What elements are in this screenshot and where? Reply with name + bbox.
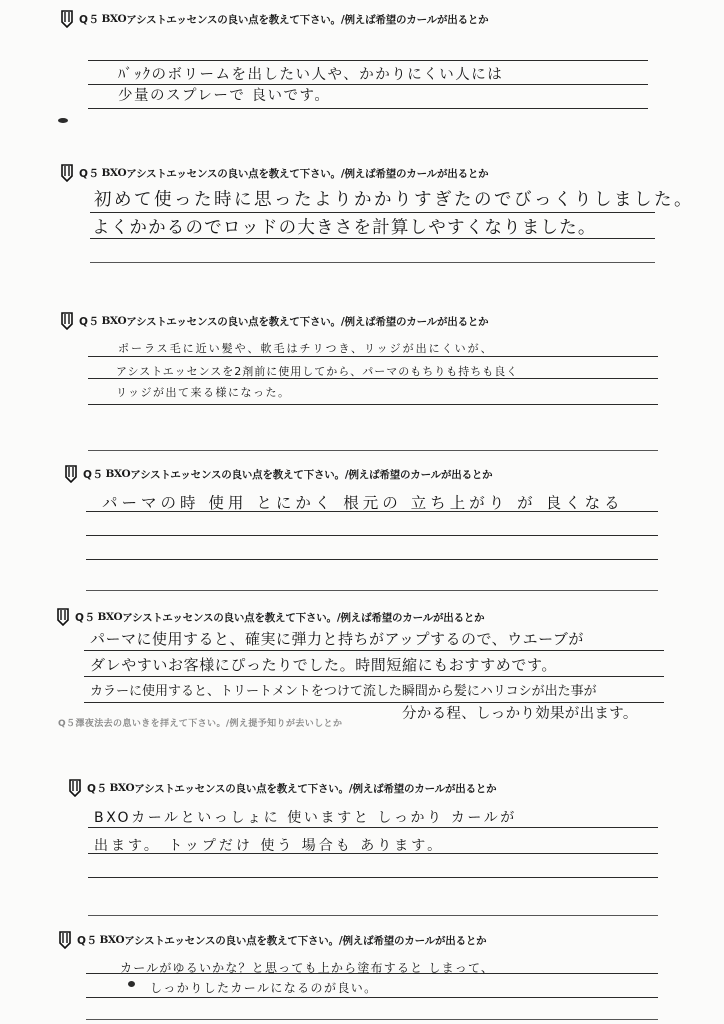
answer-line	[90, 262, 655, 263]
handwritten-answer-line: よくかかるのでロッドの大きさを計算しやすくなりました。	[92, 218, 597, 238]
handwritten-answer-line: アシストエッセンスを2剤前に使用してから、パーマのもちりも持ちも良く	[116, 365, 519, 378]
handwritten-answer-line: ダレやすいお客様にぴったりでした。時間短縮にもおすすめです。	[90, 656, 557, 674]
handwritten-answer-line: パーマに使用すると、確実に弾力と持ちがアップするので、ウエーブが	[90, 630, 584, 648]
answer-line	[86, 1019, 658, 1020]
answer-line	[86, 997, 658, 998]
question-prompt	[60, 164, 488, 182]
handwritten-answer-line: 少量のスプレーで 良いです。	[118, 88, 331, 104]
pen-icon	[60, 10, 74, 28]
answer-line	[88, 827, 658, 828]
question-text: アシストエッセンスの良い点を教えて下さい。/例えば希望のカールが出るとか	[130, 468, 493, 481]
answer-line	[84, 650, 664, 651]
answer-line	[88, 853, 658, 854]
response-card-4	[0, 455, 724, 595]
question-prompt	[64, 465, 492, 483]
question-prompt	[56, 608, 484, 626]
question-number: Q５	[75, 611, 96, 624]
question-prompt	[60, 312, 488, 330]
handwritten-answer-line: 出ます。 トップだけ 使う 場合も あります。	[94, 838, 445, 854]
question-number: Q５	[79, 167, 100, 180]
answer-line	[86, 511, 658, 512]
pen-icon	[60, 312, 74, 330]
answer-line	[84, 676, 664, 677]
question-text: アシストエッセンスの良い点を教えて下さい。/例えば希望のカールが出るとか	[122, 611, 485, 624]
brand-name: BXO	[109, 782, 135, 794]
pen-icon	[68, 779, 82, 797]
response-card-5	[0, 598, 724, 758]
question-number: Q５	[87, 782, 108, 795]
pen-icon	[58, 931, 72, 949]
handwritten-answer-line: 分かる程、しっかり効果が出ます。	[402, 706, 638, 722]
question-text: アシストエッセンスの良い点を教えて下さい。/例えば希望のカールが出るとか	[124, 934, 487, 947]
brand-name: BXO	[105, 468, 131, 480]
brand-name: BXO	[101, 13, 127, 25]
question-number: Q５	[79, 13, 100, 26]
response-card-2	[0, 140, 724, 290]
pen-icon	[64, 465, 78, 483]
answer-line	[86, 973, 658, 974]
handwritten-answer-line: BXOカールといっしょに 使いますと しっかり カールが	[94, 810, 517, 826]
answer-line	[88, 60, 648, 61]
answer-line	[90, 238, 655, 239]
handwritten-answer-line: 初めて使った時に思ったよりかかりすぎたのでびっくりしました。	[94, 190, 694, 210]
question-text: アシストエッセンスの良い点を教えて下さい。/例えば希望のカールが出るとか	[126, 13, 489, 26]
answer-line	[86, 535, 658, 536]
response-card-1	[0, 0, 724, 140]
answer-line	[88, 356, 658, 357]
response-card-7	[0, 925, 724, 1024]
handwritten-answer-line: ポーラス毛に近い髪や、軟毛はチリつき、リッジが出にくいが、	[118, 342, 494, 355]
response-card-6	[0, 765, 724, 915]
answer-line	[88, 404, 658, 405]
question-prompt	[58, 931, 486, 949]
question-number: Q５	[83, 468, 104, 481]
answer-line	[88, 877, 658, 878]
ink-smudge	[58, 118, 68, 123]
handwritten-answer-line: しっかりしたカールになるのが良い。	[150, 981, 378, 995]
answer-line	[88, 450, 658, 451]
question-text: アシストエッセンスの良い点を教えて下さい。/例えば希望のカールが出るとか	[134, 782, 497, 795]
answer-line	[88, 108, 648, 109]
brand-name: BXO	[99, 934, 125, 946]
handwritten-answer-line: パーマの時 使用 とにかく 根元の 立ち上がり が 良くなる	[102, 494, 624, 512]
handwritten-answer-line: リッジが出て来る様になった。	[116, 386, 291, 399]
question-text: アシストエッセンスの良い点を教えて下さい。/例えば希望のカールが出るとか	[126, 167, 489, 180]
answer-line	[88, 915, 658, 916]
handwritten-answer-line: ﾊﾞｯｸのボリームを出したい人や、かかりにくい人には	[118, 67, 504, 83]
brand-name: BXO	[97, 611, 123, 623]
overlapped-question-prompt: Q５澤夜法去の息いきを拝えて下さい。/例え提予知りが去いしとか	[58, 719, 343, 729]
handwritten-answer-line: カールがゆるいかな？と思っても上から塗布すると しまって、	[120, 961, 495, 975]
brand-name: BXO	[101, 315, 127, 327]
brand-name: BXO	[101, 167, 127, 179]
question-number: Q５	[79, 315, 100, 328]
ink-smudge	[128, 981, 135, 987]
question-text: アシストエッセンスの良い点を教えて下さい。/例えば希望のカールが出るとか	[126, 315, 489, 328]
pen-icon	[56, 608, 70, 626]
question-number: Q５	[77, 934, 98, 947]
response-card-3	[0, 300, 724, 450]
answer-line	[88, 378, 658, 379]
question-prompt	[60, 10, 488, 28]
answer-line	[90, 212, 655, 213]
answer-line	[86, 590, 658, 591]
handwritten-answer-line: カラーに使用すると、トリートメントをつけて流した瞬間から髪にハリコシが出た事が	[90, 684, 597, 699]
pen-icon	[60, 164, 74, 182]
answer-line	[86, 559, 658, 560]
question-prompt	[68, 779, 496, 797]
